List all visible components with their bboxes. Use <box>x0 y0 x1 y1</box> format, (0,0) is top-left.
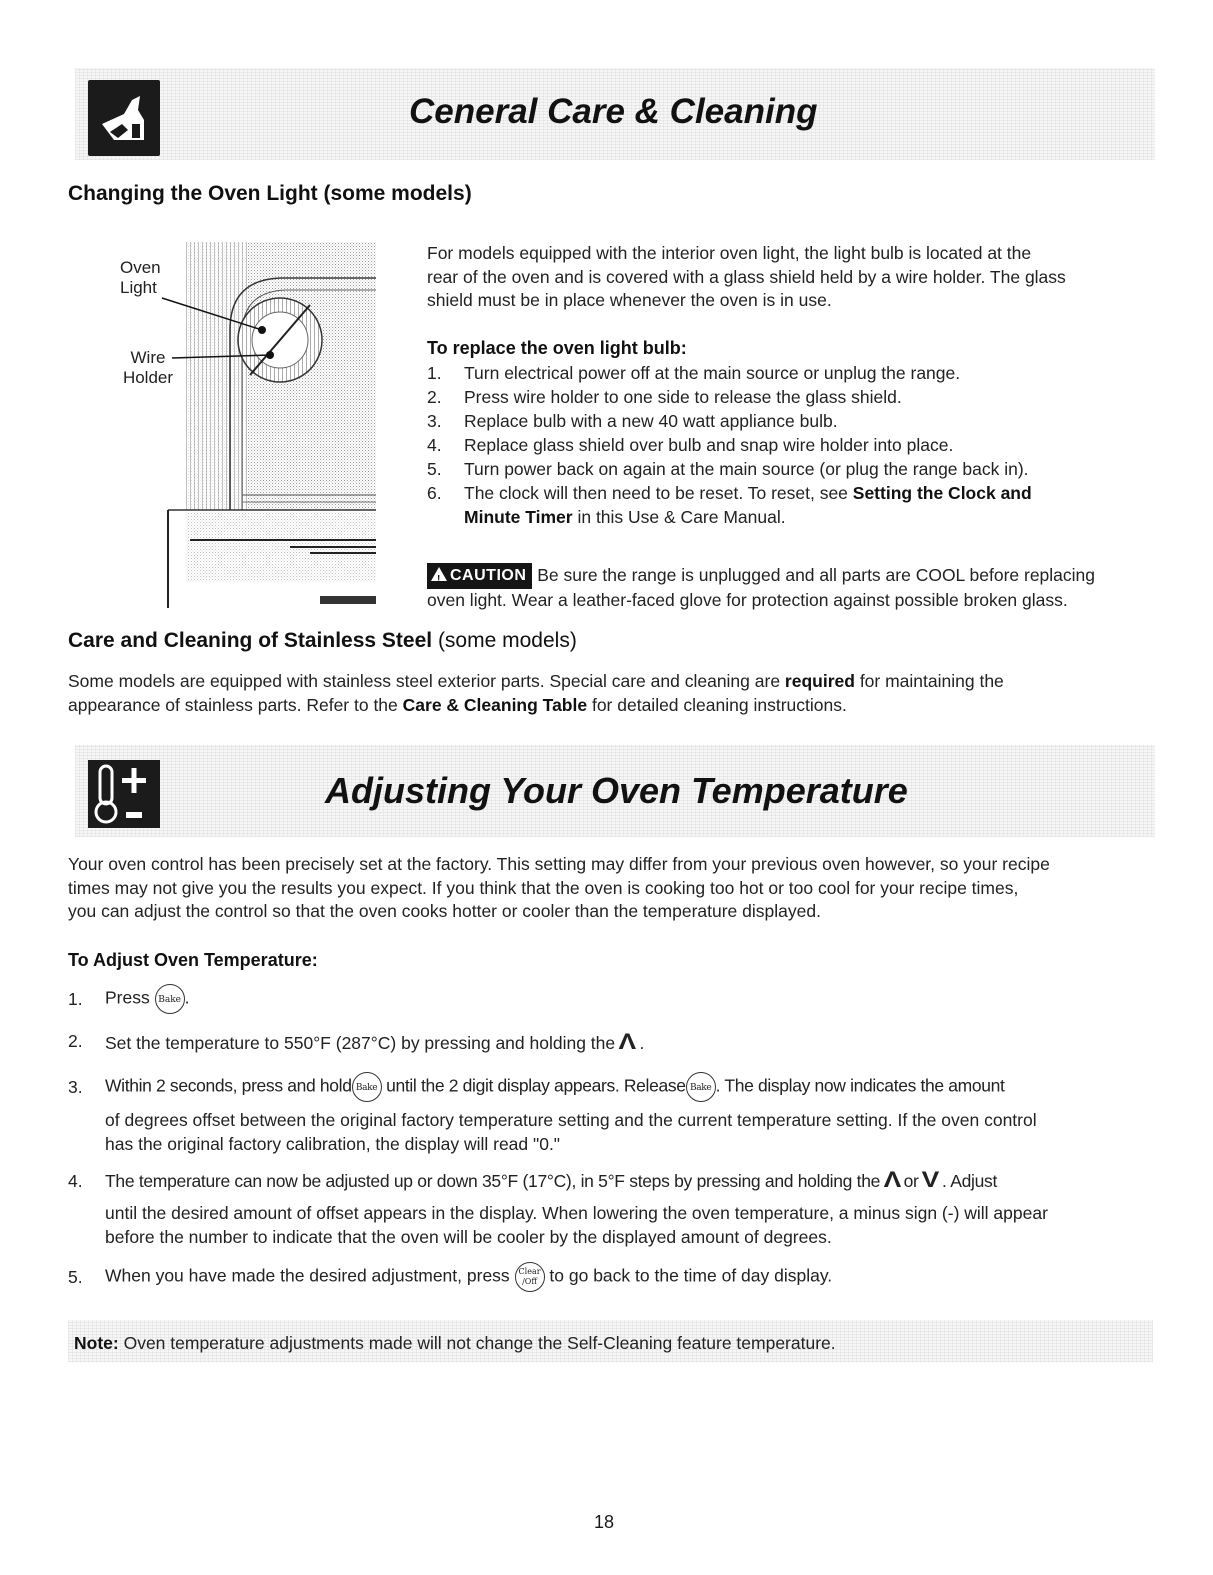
step-text: Set the temperature to 550°F (287°C) by pressing and holding the <box>105 1033 620 1053</box>
para-text: Some models are equipped with stainless steel exterior parts. Special care and cleaning are <box>68 671 785 691</box>
heading-bold: Care and Cleaning of Stainless Steel <box>68 629 433 652</box>
caution-text: oven light. Wear a leather-faced glove for protection against possible broken glass. <box>427 589 1068 610</box>
intro-line: you can adjust the control so that the oven cooks hotter or cooler than the temperature displayed. <box>68 901 821 921</box>
step-text-line <box>105 984 189 1014</box>
step-text: of degrees offset between the original factory temperature setting and the current temperature setting. If the oven control <box>105 1110 1037 1130</box>
intro-line: For models equipped with the interior oven light, the light bulb is located at the <box>427 243 1032 263</box>
para-line <box>68 670 1168 694</box>
step-text-line <box>464 506 786 530</box>
step-text: The temperature can now be adjusted up or down 35°F (17°C), in 5°F steps by pressing and holding the <box>105 1171 885 1191</box>
caution-line <box>427 563 1167 589</box>
clear-key-top: Clear <box>518 1267 541 1276</box>
para-line <box>68 694 1168 718</box>
step-text: until the 2 digit display appears. Release <box>381 1075 686 1096</box>
replace-bulb-subheading: To replace the oven light bulb: <box>427 338 687 358</box>
bake-key-icon: Bake <box>352 1072 382 1102</box>
step-text-line <box>464 482 1032 506</box>
step-text: Replace bulb with a new 40 watt appliance bulb. <box>464 411 838 431</box>
up-arrow-icon: Λ <box>618 1029 637 1054</box>
thermometer-plus-minus-icon <box>88 760 160 828</box>
list-item <box>68 1030 1168 1058</box>
step-number: 3. <box>68 1077 83 1097</box>
step-text: Press wire holder to one side to release the glass shield. <box>464 387 902 407</box>
link-minute-timer: Minute Timer <box>464 507 573 527</box>
step-text: . Adjust <box>937 1171 998 1191</box>
clear-key-bottom: /Off <box>522 1277 538 1286</box>
step-number: 4. <box>68 1171 83 1191</box>
oven-temperature-intro <box>68 853 1168 924</box>
page-number: 18 <box>594 1512 615 1532</box>
step-text: . <box>184 987 190 1008</box>
list-item <box>427 386 1167 410</box>
step-number: 1. <box>427 363 442 383</box>
list-item <box>427 410 1167 434</box>
step-text-line <box>105 1072 1005 1102</box>
step-number: 5. <box>68 1267 83 1287</box>
para-text: for detailed cleaning instructions. <box>587 694 847 715</box>
step-number: 6. <box>427 483 442 503</box>
step-text: in this Use & Care Manual. <box>572 507 786 527</box>
list-item <box>68 1168 1168 1248</box>
up-arrow-icon: Λ <box>883 1167 901 1192</box>
caution-badge-label: CAUTION <box>450 567 527 584</box>
label-wire-holder: Wire Holder <box>122 348 174 387</box>
step-text: The clock will then need to be reset. To reset, see <box>464 483 853 503</box>
step-text: Press <box>105 987 155 1008</box>
bake-key-icon: Bake <box>155 984 185 1014</box>
clear-off-key-icon <box>515 1262 545 1292</box>
list-item <box>427 482 1167 530</box>
intro-line: times may not give you the results you expect. If you think that the oven is cooking too hot or too cool for your recipe times, <box>68 877 1019 898</box>
step-number: 4. <box>427 435 442 455</box>
list-item <box>68 1262 1168 1294</box>
bake-key-icon: Bake <box>686 1072 716 1102</box>
note-text: Oven temperature adjustments made will not change the Self-Cleaning feature temperature. <box>118 1333 836 1353</box>
step-text: to go back to the time of day display. <box>544 1265 833 1286</box>
para-text: for maintaining the <box>854 671 1004 691</box>
banner-title: Adjusting Your Oven Temperature <box>325 770 908 811</box>
step-text: or <box>899 1171 924 1191</box>
warning-icon <box>431 567 447 581</box>
para-bold: required <box>784 671 855 691</box>
caution-badge <box>427 563 532 589</box>
banner-title: Ceneral Care & Cleaning <box>409 92 818 131</box>
para-text: appearance of stainless parts. Refer to the <box>68 694 403 715</box>
care-cleaning-table-ref: Care & Cleaning Table <box>402 694 588 715</box>
note <box>74 1332 836 1356</box>
step-text: . The display now indicates the amount <box>715 1075 1005 1096</box>
list-item <box>427 458 1167 482</box>
step-text: When you have made the desired adjustment, press <box>105 1265 515 1286</box>
link-setting-clock: Setting the Clock and <box>852 483 1032 503</box>
list-item <box>427 362 1167 386</box>
section-heading-oven-light: Changing the Oven Light (some models) <box>68 182 472 205</box>
step-number: 2. <box>427 387 442 407</box>
step-number: 1. <box>68 989 83 1009</box>
stainless-paragraph <box>68 670 1168 717</box>
step-text-line <box>105 1168 997 1194</box>
step-text-line <box>105 1262 832 1292</box>
step-text: before the number to indicate that the oven will be cooler by the displayed amount of degrees. <box>105 1227 832 1247</box>
caution-text: Be sure the range is unplugged and all parts are COOL before replacing <box>532 565 1096 585</box>
list-item <box>68 1072 1168 1152</box>
list-item <box>427 434 1167 458</box>
intro-line: shield must be in place whenever the oven is in use. <box>427 290 832 310</box>
step-number: 2. <box>68 1031 83 1051</box>
section-heading-stainless <box>68 629 577 653</box>
adjust-temp-subheading: To Adjust Oven Temperature: <box>68 950 318 970</box>
step-number: 5. <box>427 459 442 479</box>
caution-notice <box>427 563 1167 612</box>
intro-line: Your oven control has been precisely set at the factory. This setting may differ from your previous oven however, so your recipe <box>68 854 1050 874</box>
step-text: . <box>634 1033 645 1053</box>
oven-light-intro <box>427 242 1167 313</box>
step-text: Replace glass shield over bulb and snap wire holder into place. <box>464 435 954 455</box>
step-text: Turn electrical power off at the main source or unplug the range. <box>464 363 961 383</box>
label-oven-light: Oven Light <box>120 258 161 297</box>
cleaning-glove-icon <box>88 80 160 156</box>
step-number: 3. <box>427 411 442 431</box>
list-item <box>68 984 1168 1016</box>
heading-normal: (some models) <box>432 629 577 652</box>
step-text: Turn power back on again at the main source (or plug the range back in). <box>464 459 1029 479</box>
step-text: until the desired amount of offset appears in the display. When lowering the oven temperature, a minus sign (-) will appear <box>105 1203 1048 1223</box>
step-text: has the original factory calibration, the display will read "0." <box>105 1134 561 1154</box>
intro-line: rear of the oven and is covered with a glass shield held by a wire holder. The glass <box>427 266 1066 287</box>
note-label: Note: <box>74 1333 119 1353</box>
down-arrow-icon: V <box>921 1167 939 1192</box>
step-text-line <box>105 1030 644 1056</box>
step-text: Within 2 seconds, press and hold <box>105 1075 352 1096</box>
